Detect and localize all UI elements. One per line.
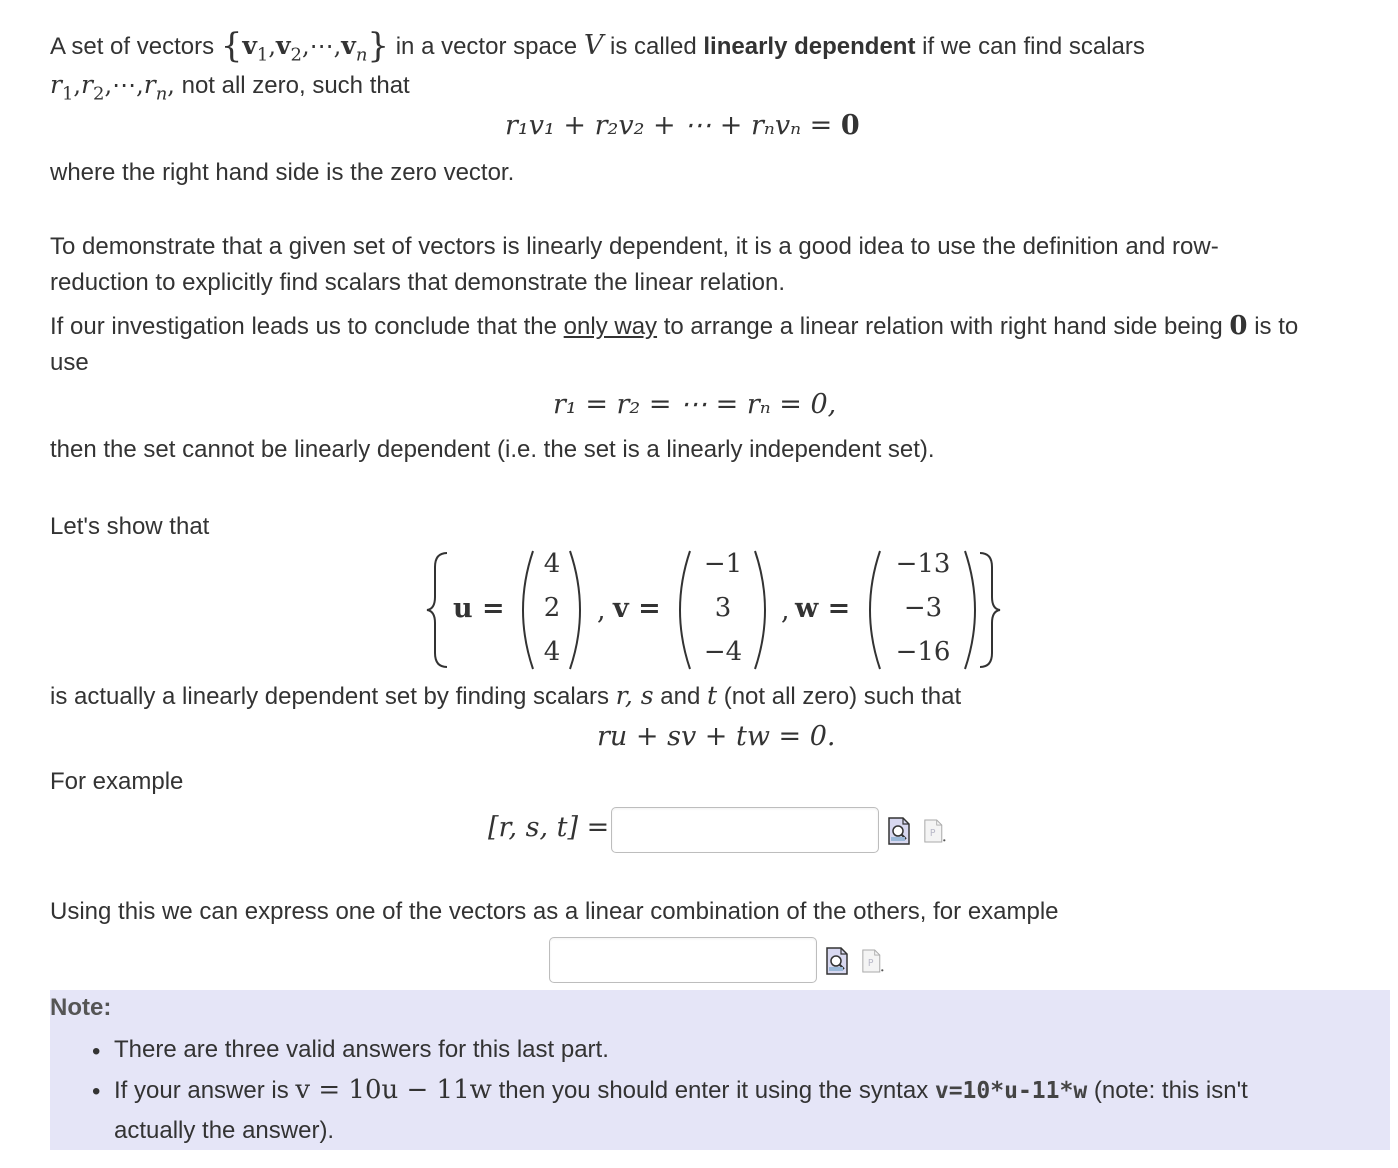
para-investigation-line-2: use <box>50 349 89 376</box>
intro-line-1 <box>50 28 1145 65</box>
target-equation: ru + sv + tw = 0. <box>597 721 836 752</box>
actually-pre: is actually a linearly dependent set by finding scalars <box>50 683 609 710</box>
v1-sub: 1 <box>256 44 269 66</box>
u-entry-1: 4 <box>543 549 561 579</box>
vn-sub: n <box>355 44 368 66</box>
v-label: v = <box>613 593 661 624</box>
intro-not-all-zero: not all zero, such that <box>181 72 410 99</box>
vector-set <box>425 545 1015 675</box>
preview-icon[interactable] <box>888 817 910 845</box>
note-item-2-code: v=10*u-11*w <box>934 1078 1088 1104</box>
vector-space-symbol: V <box>583 30 604 61</box>
v-entry-3: −4 <box>703 637 743 667</box>
note-item-1: There are three valid answers for this last part. <box>114 1036 609 1063</box>
answer2-input[interactable] <box>549 937 817 983</box>
actually-t: t <box>706 681 718 710</box>
intro-pre: A set of vectors <box>50 33 215 60</box>
u-entry-3: 4 <box>543 637 561 667</box>
v-entry-1: −1 <box>703 549 743 579</box>
only-way-text: only way <box>563 313 658 340</box>
comma-4: , <box>73 71 82 99</box>
u-label: u = <box>453 593 505 624</box>
para-zero-vector: where the right hand side is the zero vector. <box>50 159 515 186</box>
note-item-2-line-2: actually the answer). <box>114 1117 335 1144</box>
eq1-zero-vector: 0 <box>840 110 860 141</box>
actually-and: and <box>660 683 701 710</box>
para-demo-line-1: To demonstrate that a given set of vectors is linearly dependent, it is a good idea to use the definition and row- <box>50 233 1219 260</box>
note-item-2-math: v = 10u − 11w <box>295 1075 492 1105</box>
actually-post: (not all zero) such that <box>723 683 962 710</box>
note-bullet-2: • <box>92 1078 101 1105</box>
para-using: Using this we can express one of the vectors as a linear combination of the others, for example <box>50 898 1059 925</box>
svg-text:P: P <box>867 958 874 970</box>
lets-show-text: Let's show that <box>50 513 210 540</box>
sep-1: , <box>597 595 606 626</box>
v1-symbol: v <box>242 31 257 60</box>
invest-zero: 0 <box>1229 311 1248 341</box>
para-investigation-line-1 <box>50 308 1298 345</box>
intro-in-space: in a vector space <box>395 33 578 60</box>
comma-6: , <box>136 71 144 99</box>
answer1-input[interactable] <box>611 807 879 853</box>
note-bullet-1: • <box>92 1038 101 1065</box>
note-item-2-pre: If your answer is <box>114 1077 289 1104</box>
answer1-label: [r, s, t] = <box>488 812 610 843</box>
para-demo-line-2: reduction to explicitly find scalars that demonstrate the linear relation. <box>50 269 786 296</box>
set-close-brace: } <box>367 26 390 66</box>
syntax-help-icon[interactable] <box>924 817 946 845</box>
para-then: then the set cannot be linearly dependent (i.e. the set is a linearly independent set). <box>50 436 935 463</box>
r2-sub: 2 <box>93 83 105 105</box>
r1-symbol: r <box>50 70 62 99</box>
note-item-2-mid: then you should enter it using the syntax <box>498 1077 929 1104</box>
note-box <box>50 990 1390 1150</box>
vn-symbol: v <box>341 31 356 60</box>
w-label: w = <box>795 593 851 624</box>
dots-2: ⋯ <box>112 71 137 99</box>
rn-sub: n <box>155 83 168 105</box>
sep-2: , <box>781 595 790 626</box>
w-entry-2: −3 <box>903 593 943 623</box>
comma-7: , <box>167 71 175 99</box>
note-item-2-post: (note: this isn't <box>1093 1077 1248 1104</box>
w-entry-1: −13 <box>895 549 951 579</box>
note-title: Note: <box>50 994 112 1021</box>
all-zero-equation: r₁ = r₂ = ⋯ = rₙ = 0, <box>553 389 837 420</box>
svg-text:P: P <box>929 828 936 840</box>
eq1-lhs: r₁v₁ + r₂v₂ + ⋯ + rₙvₙ <box>505 110 802 141</box>
for-example-text: For example <box>50 768 184 795</box>
invest-pre: If our investigation leads us to conclude that the <box>50 313 557 340</box>
invest-tail: is to <box>1254 313 1299 340</box>
dots-1: ⋯ <box>309 32 334 60</box>
comma-5: , <box>104 71 113 99</box>
r2-symbol: r <box>81 70 93 99</box>
actually-vars: r, s <box>615 681 654 710</box>
eq1-equals: = <box>809 110 833 141</box>
rn-symbol: r <box>143 70 156 99</box>
w-entry-3: −16 <box>895 637 951 667</box>
comma-1: , <box>268 32 277 60</box>
invest-post: to arrange a linear relation with right hand side being <box>663 313 1223 340</box>
syntax-help-icon-2[interactable] <box>862 947 884 975</box>
v-entry-2: 3 <box>714 593 732 623</box>
v2-symbol: v <box>276 31 291 60</box>
comma-3: , <box>333 32 342 60</box>
note-item-2-line-1 <box>114 1072 1248 1109</box>
intro-called: is called <box>610 33 697 60</box>
para-actually <box>50 678 961 715</box>
linearly-dependent-term: linearly dependent <box>703 33 916 60</box>
set-open-brace: { <box>220 26 243 66</box>
v2-sub: 2 <box>290 44 302 66</box>
intro-post: if we can find scalars <box>922 33 1145 60</box>
intro-line-2 <box>50 67 410 104</box>
r1-sub: 1 <box>61 83 74 105</box>
linear-relation-equation <box>505 110 860 141</box>
u-entry-2: 2 <box>543 593 561 623</box>
preview-icon-2[interactable] <box>826 947 848 975</box>
comma-2: , <box>302 32 310 60</box>
